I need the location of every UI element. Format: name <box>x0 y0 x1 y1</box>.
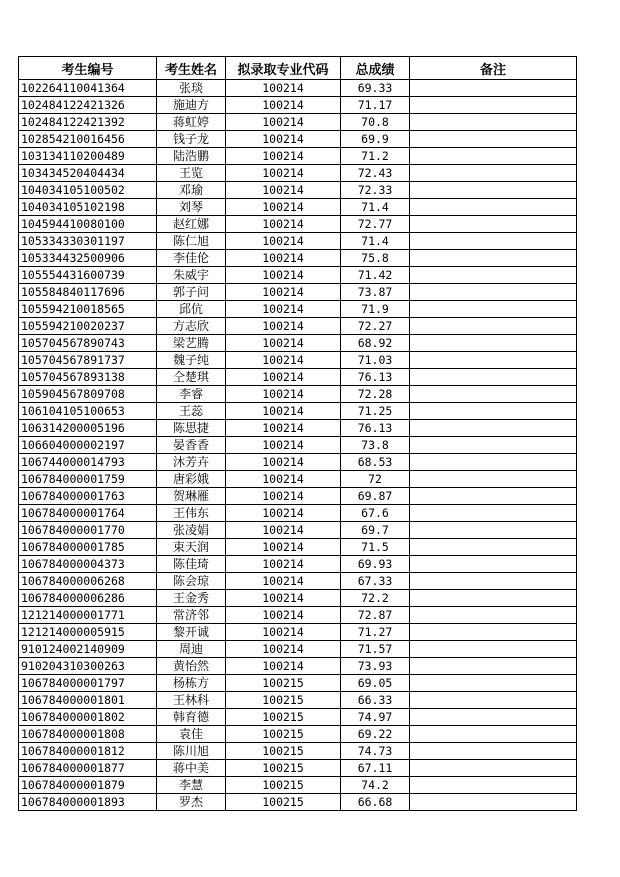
candidate-name-cell: 朱威宇 <box>157 267 226 284</box>
remarks-cell <box>410 352 577 369</box>
table-row <box>19 471 577 488</box>
total-score-cell: 68.92 <box>341 335 410 352</box>
major-code-cell: 100214 <box>226 573 341 590</box>
candidate-id-cell: 106784000001770 <box>19 522 157 539</box>
candidate-name-cell: 张琰 <box>157 80 226 97</box>
candidate-id-cell: 103134110200489 <box>19 148 157 165</box>
candidate-id-cell: 105554431600739 <box>19 267 157 284</box>
total-score-cell: 71.5 <box>341 539 410 556</box>
remarks-cell <box>410 709 577 726</box>
table-row <box>19 199 577 216</box>
major-code-cell: 100214 <box>226 97 341 114</box>
total-score-cell: 71.27 <box>341 624 410 641</box>
total-score-cell: 69.22 <box>341 726 410 743</box>
table-row <box>19 726 577 743</box>
table-row <box>19 692 577 709</box>
table-row <box>19 522 577 539</box>
table-row <box>19 420 577 437</box>
remarks-cell <box>410 301 577 318</box>
total-score-cell: 71.03 <box>341 352 410 369</box>
total-score-cell: 69.05 <box>341 675 410 692</box>
major-code-cell: 100214 <box>226 148 341 165</box>
header-remarks: 备注 <box>410 57 577 80</box>
remarks-cell <box>410 284 577 301</box>
remarks-cell <box>410 777 577 794</box>
major-code-cell: 100214 <box>226 233 341 250</box>
remarks-cell <box>410 590 577 607</box>
total-score-cell: 69.33 <box>341 80 410 97</box>
candidate-name-cell: 王林科 <box>157 692 226 709</box>
major-code-cell: 100214 <box>226 267 341 284</box>
table-row <box>19 777 577 794</box>
candidate-name-cell: 施迪方 <box>157 97 226 114</box>
candidate-id-cell: 106104105100653 <box>19 403 157 420</box>
candidate-id-cell: 104034105102198 <box>19 199 157 216</box>
major-code-cell: 100214 <box>226 131 341 148</box>
candidate-id-cell: 103434520404434 <box>19 165 157 182</box>
total-score-cell: 67.6 <box>341 505 410 522</box>
candidate-name-cell: 陈仁旭 <box>157 233 226 250</box>
remarks-cell <box>410 658 577 675</box>
candidate-name-cell: 王蕊 <box>157 403 226 420</box>
remarks-cell <box>410 420 577 437</box>
table-row <box>19 216 577 233</box>
major-code-cell: 100214 <box>226 454 341 471</box>
major-code-cell: 100214 <box>226 556 341 573</box>
remarks-cell <box>410 318 577 335</box>
major-code-cell: 100214 <box>226 641 341 658</box>
total-score-cell: 72 <box>341 471 410 488</box>
candidate-name-cell: 梁艺腾 <box>157 335 226 352</box>
candidate-name-cell: 蒋虹婷 <box>157 114 226 131</box>
remarks-cell <box>410 114 577 131</box>
major-code-cell: 100214 <box>226 403 341 420</box>
candidate-id-cell: 106784000001764 <box>19 505 157 522</box>
major-code-cell: 100215 <box>226 709 341 726</box>
candidate-id-cell: 102264110041364 <box>19 80 157 97</box>
major-code-cell: 100214 <box>226 182 341 199</box>
total-score-cell: 76.13 <box>341 369 410 386</box>
remarks-cell <box>410 726 577 743</box>
major-code-cell: 100215 <box>226 692 341 709</box>
remarks-cell <box>410 250 577 267</box>
candidate-name-cell: 罗杰 <box>157 794 226 811</box>
candidate-id-cell: 105594210018565 <box>19 301 157 318</box>
remarks-cell <box>410 505 577 522</box>
total-score-cell: 71.4 <box>341 233 410 250</box>
candidate-id-cell: 106784000001808 <box>19 726 157 743</box>
total-score-cell: 69.9 <box>341 131 410 148</box>
major-code-cell: 100214 <box>226 335 341 352</box>
total-score-cell: 74.2 <box>341 777 410 794</box>
remarks-cell <box>410 607 577 624</box>
table-row <box>19 97 577 114</box>
remarks-cell <box>410 539 577 556</box>
candidate-id-cell: 106784000001763 <box>19 488 157 505</box>
header-candidate-name: 考生姓名 <box>157 57 226 80</box>
major-code-cell: 100215 <box>226 726 341 743</box>
total-score-cell: 71.2 <box>341 148 410 165</box>
total-score-cell: 69.7 <box>341 522 410 539</box>
total-score-cell: 73.87 <box>341 284 410 301</box>
table-row <box>19 386 577 403</box>
major-code-cell: 100214 <box>226 216 341 233</box>
remarks-cell <box>410 437 577 454</box>
major-code-cell: 100214 <box>226 114 341 131</box>
candidate-id-cell: 910124002140909 <box>19 641 157 658</box>
candidate-name-cell: 陆浩鹏 <box>157 148 226 165</box>
candidate-name-cell: 周迪 <box>157 641 226 658</box>
candidate-name-cell: 贺琳雁 <box>157 488 226 505</box>
total-score-cell: 71.17 <box>341 97 410 114</box>
remarks-cell <box>410 760 577 777</box>
table-row <box>19 590 577 607</box>
candidate-id-cell: 106784000001812 <box>19 743 157 760</box>
major-code-cell: 100214 <box>226 369 341 386</box>
major-code-cell: 100215 <box>226 743 341 760</box>
candidate-name-cell: 陈川旭 <box>157 743 226 760</box>
major-code-cell: 100214 <box>226 522 341 539</box>
remarks-cell <box>410 454 577 471</box>
major-code-cell: 100214 <box>226 624 341 641</box>
candidate-name-cell: 方志欣 <box>157 318 226 335</box>
major-code-cell: 100214 <box>226 505 341 522</box>
remarks-cell <box>410 182 577 199</box>
major-code-cell: 100214 <box>226 658 341 675</box>
major-code-cell: 100214 <box>226 539 341 556</box>
candidate-name-cell: 仝楚琪 <box>157 369 226 386</box>
remarks-cell <box>410 216 577 233</box>
remarks-cell <box>410 471 577 488</box>
candidate-name-cell: 赵红娜 <box>157 216 226 233</box>
candidate-name-cell: 束天润 <box>157 539 226 556</box>
candidate-id-cell: 105704567890743 <box>19 335 157 352</box>
candidate-name-cell: 唐彩娥 <box>157 471 226 488</box>
remarks-cell <box>410 573 577 590</box>
candidate-id-cell: 104594410080100 <box>19 216 157 233</box>
candidate-id-cell: 105904567809708 <box>19 386 157 403</box>
candidate-name-cell: 袁佳 <box>157 726 226 743</box>
candidate-name-cell: 郭子问 <box>157 284 226 301</box>
candidate-name-cell: 杨栋方 <box>157 675 226 692</box>
total-score-cell: 72.28 <box>341 386 410 403</box>
candidate-id-cell: 106784000001801 <box>19 692 157 709</box>
candidate-id-cell: 106784000001785 <box>19 539 157 556</box>
candidate-name-cell: 张凌娟 <box>157 522 226 539</box>
remarks-cell <box>410 369 577 386</box>
total-score-cell: 70.8 <box>341 114 410 131</box>
candidate-name-cell: 李佳伦 <box>157 250 226 267</box>
table-row <box>19 573 577 590</box>
total-score-cell: 71.57 <box>341 641 410 658</box>
remarks-cell <box>410 403 577 420</box>
major-code-cell: 100214 <box>226 301 341 318</box>
candidate-id-cell: 106744000014793 <box>19 454 157 471</box>
remarks-cell <box>410 743 577 760</box>
table-row <box>19 760 577 777</box>
remarks-cell <box>410 794 577 811</box>
table-row <box>19 233 577 250</box>
candidate-name-cell: 沐芳卉 <box>157 454 226 471</box>
major-code-cell: 100215 <box>226 777 341 794</box>
table-row <box>19 403 577 420</box>
major-code-cell: 100214 <box>226 165 341 182</box>
major-code-cell: 100214 <box>226 590 341 607</box>
candidate-id-cell: 106784000006286 <box>19 590 157 607</box>
total-score-cell: 72.77 <box>341 216 410 233</box>
remarks-cell <box>410 675 577 692</box>
total-score-cell: 73.93 <box>341 658 410 675</box>
table-row <box>19 658 577 675</box>
table-row <box>19 369 577 386</box>
candidate-id-cell: 106784000001797 <box>19 675 157 692</box>
major-code-cell: 100214 <box>226 420 341 437</box>
table-row <box>19 641 577 658</box>
total-score-cell: 72.87 <box>341 607 410 624</box>
table-row <box>19 794 577 811</box>
total-score-cell: 74.97 <box>341 709 410 726</box>
total-score-cell: 69.87 <box>341 488 410 505</box>
table-row <box>19 284 577 301</box>
candidate-name-cell: 常济邻 <box>157 607 226 624</box>
candidate-id-cell: 105704567891737 <box>19 352 157 369</box>
candidate-id-cell: 106784000004373 <box>19 556 157 573</box>
table-row <box>19 437 577 454</box>
candidate-name-cell: 李慧 <box>157 777 226 794</box>
major-code-cell: 100214 <box>226 386 341 403</box>
remarks-cell <box>410 267 577 284</box>
candidate-name-cell: 王伟东 <box>157 505 226 522</box>
candidate-name-cell: 黄怡然 <box>157 658 226 675</box>
candidate-id-cell: 105594210020237 <box>19 318 157 335</box>
total-score-cell: 69.93 <box>341 556 410 573</box>
candidate-id-cell: 106784000001877 <box>19 760 157 777</box>
table-row <box>19 556 577 573</box>
total-score-cell: 76.13 <box>341 420 410 437</box>
major-code-cell: 100214 <box>226 199 341 216</box>
remarks-cell <box>410 165 577 182</box>
total-score-cell: 71.42 <box>341 267 410 284</box>
major-code-cell: 100214 <box>226 284 341 301</box>
total-score-cell: 73.8 <box>341 437 410 454</box>
header-row <box>19 57 577 80</box>
table-row <box>19 607 577 624</box>
candidate-id-cell: 106784000001893 <box>19 794 157 811</box>
major-code-cell: 100214 <box>226 352 341 369</box>
total-score-cell: 71.9 <box>341 301 410 318</box>
table-row <box>19 454 577 471</box>
candidate-name-cell: 陈会琼 <box>157 573 226 590</box>
candidate-id-cell: 121214000005915 <box>19 624 157 641</box>
table-row <box>19 301 577 318</box>
candidate-name-cell: 陈思捷 <box>157 420 226 437</box>
remarks-cell <box>410 522 577 539</box>
table-row <box>19 165 577 182</box>
table-row <box>19 182 577 199</box>
candidate-id-cell: 102854210016456 <box>19 131 157 148</box>
admission-table <box>18 56 577 811</box>
candidate-id-cell: 102484122421326 <box>19 97 157 114</box>
table-row <box>19 488 577 505</box>
total-score-cell: 67.11 <box>341 760 410 777</box>
major-code-cell: 100214 <box>226 471 341 488</box>
candidate-id-cell: 102484122421392 <box>19 114 157 131</box>
candidate-id-cell: 106784000001759 <box>19 471 157 488</box>
remarks-cell <box>410 488 577 505</box>
header-major-code: 拟录取专业代码 <box>226 57 341 80</box>
candidate-id-cell: 106784000006268 <box>19 573 157 590</box>
table-row <box>19 335 577 352</box>
candidate-id-cell: 910204310300263 <box>19 658 157 675</box>
table-row <box>19 131 577 148</box>
remarks-cell <box>410 80 577 97</box>
total-score-cell: 66.68 <box>341 794 410 811</box>
table-row <box>19 250 577 267</box>
candidate-name-cell: 晏香香 <box>157 437 226 454</box>
total-score-cell: 72.33 <box>341 182 410 199</box>
candidate-id-cell: 106784000001802 <box>19 709 157 726</box>
table-row <box>19 148 577 165</box>
table-row <box>19 539 577 556</box>
remarks-cell <box>410 335 577 352</box>
major-code-cell: 100214 <box>226 607 341 624</box>
major-code-cell: 100215 <box>226 794 341 811</box>
remarks-cell <box>410 131 577 148</box>
remarks-cell <box>410 148 577 165</box>
remarks-cell <box>410 556 577 573</box>
total-score-cell: 72.43 <box>341 165 410 182</box>
table-row <box>19 114 577 131</box>
total-score-cell: 71.25 <box>341 403 410 420</box>
total-score-cell: 72.2 <box>341 590 410 607</box>
major-code-cell: 100214 <box>226 250 341 267</box>
total-score-cell: 75.8 <box>341 250 410 267</box>
candidate-id-cell: 121214000001771 <box>19 607 157 624</box>
header-total-score: 总成绩 <box>341 57 410 80</box>
table-row <box>19 352 577 369</box>
table-row <box>19 505 577 522</box>
major-code-cell: 100215 <box>226 760 341 777</box>
total-score-cell: 71.4 <box>341 199 410 216</box>
table-row <box>19 675 577 692</box>
remarks-cell <box>410 641 577 658</box>
total-score-cell: 68.53 <box>341 454 410 471</box>
table-row <box>19 709 577 726</box>
candidate-name-cell: 王览 <box>157 165 226 182</box>
remarks-cell <box>410 386 577 403</box>
remarks-cell <box>410 199 577 216</box>
candidate-id-cell: 106784000001879 <box>19 777 157 794</box>
total-score-cell: 72.27 <box>341 318 410 335</box>
candidate-name-cell: 韩育德 <box>157 709 226 726</box>
candidate-name-cell: 陈佳琦 <box>157 556 226 573</box>
table-body <box>19 80 577 811</box>
remarks-cell <box>410 97 577 114</box>
major-code-cell: 100214 <box>226 437 341 454</box>
total-score-cell: 67.33 <box>341 573 410 590</box>
table-row <box>19 743 577 760</box>
candidate-name-cell: 钱子龙 <box>157 131 226 148</box>
table-row <box>19 318 577 335</box>
remarks-cell <box>410 692 577 709</box>
major-code-cell: 100215 <box>226 675 341 692</box>
candidate-name-cell: 邱伉 <box>157 301 226 318</box>
candidate-id-cell: 105334330301197 <box>19 233 157 250</box>
candidate-id-cell: 105584840117696 <box>19 284 157 301</box>
candidate-name-cell: 蒋中美 <box>157 760 226 777</box>
candidate-name-cell: 李睿 <box>157 386 226 403</box>
total-score-cell: 66.33 <box>341 692 410 709</box>
candidate-id-cell: 104034105100502 <box>19 182 157 199</box>
candidate-id-cell: 106314200005196 <box>19 420 157 437</box>
candidate-name-cell: 黎开诚 <box>157 624 226 641</box>
candidate-name-cell: 刘琴 <box>157 199 226 216</box>
remarks-cell <box>410 233 577 250</box>
table-row <box>19 624 577 641</box>
table-row <box>19 80 577 97</box>
candidate-name-cell: 王金秀 <box>157 590 226 607</box>
candidate-id-cell: 106604000002197 <box>19 437 157 454</box>
major-code-cell: 100214 <box>226 318 341 335</box>
major-code-cell: 100214 <box>226 488 341 505</box>
candidate-id-cell: 105334432500906 <box>19 250 157 267</box>
candidate-id-cell: 105704567893138 <box>19 369 157 386</box>
major-code-cell: 100214 <box>226 80 341 97</box>
remarks-cell <box>410 624 577 641</box>
table-row <box>19 267 577 284</box>
total-score-cell: 74.73 <box>341 743 410 760</box>
header-candidate-id: 考生编号 <box>19 57 157 80</box>
candidate-name-cell: 魏子纯 <box>157 352 226 369</box>
candidate-name-cell: 邓瑜 <box>157 182 226 199</box>
